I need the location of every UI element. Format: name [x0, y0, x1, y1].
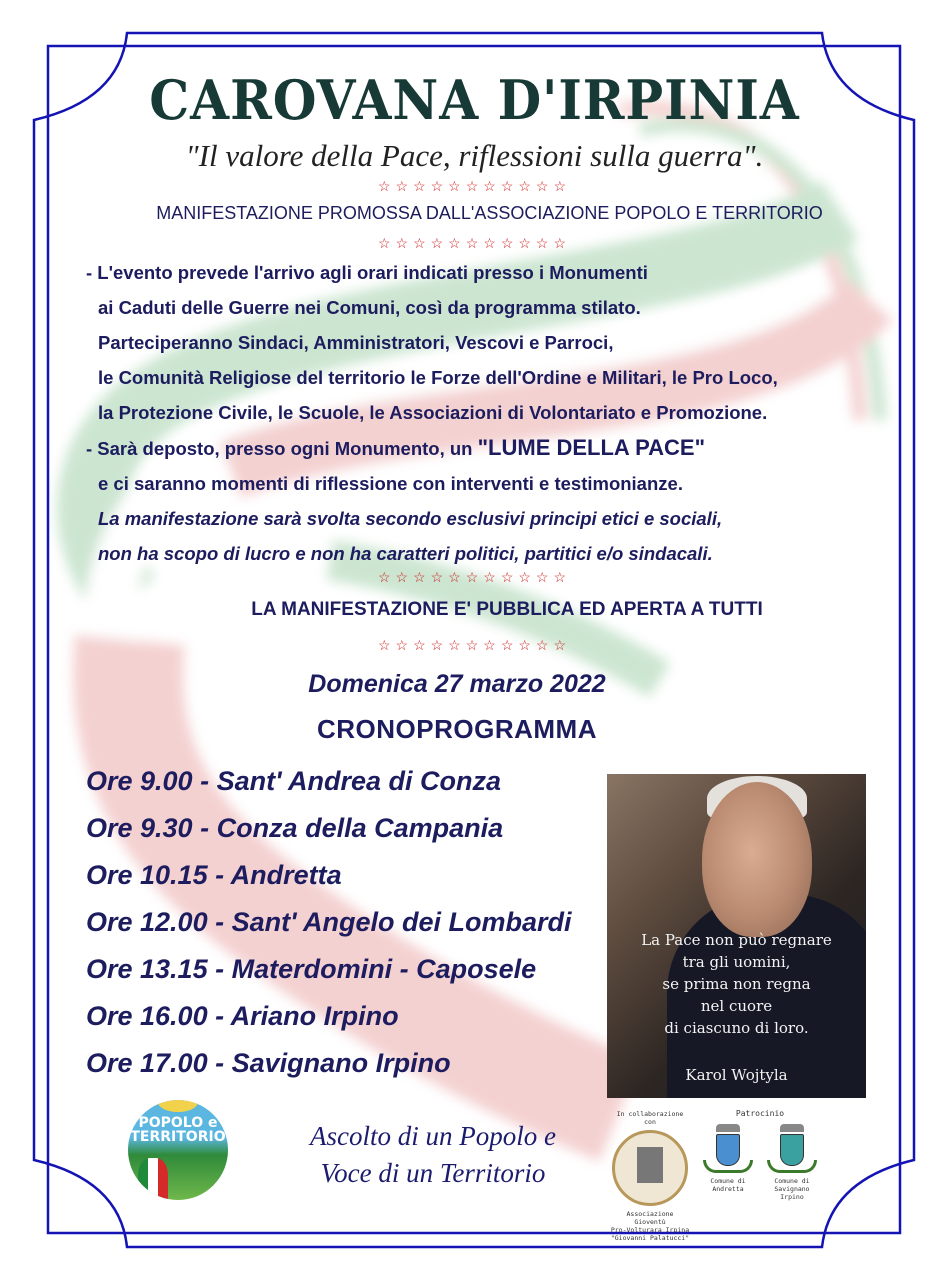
description-italic-line: non ha scopo di lucro e non ha caratteri politici, partitici e/o sindacali.: [98, 543, 713, 564]
crown-icon: [780, 1124, 804, 1132]
italian-flag-icon: [138, 1158, 168, 1200]
description-line: la Protezione Civile, le Scuole, le Associazioni di Volontariato e Promozione.: [98, 402, 768, 423]
peace-quote: [607, 929, 866, 1039]
event-date: Domenica 27 marzo 2022: [308, 670, 606, 698]
collaboration-block: [610, 1110, 690, 1242]
schedule-item: [86, 856, 572, 903]
promoted-by-heading: MANIFESTAZIONE PROMOSSA DALL'ASSOCIAZIONE POPOLO E TERRITORIO: [156, 203, 823, 223]
schedule-place: - Sant' Andrea di Conza: [192, 766, 502, 796]
laurel-wreath-icon: [767, 1160, 817, 1173]
schedule-time: Ore 17.00: [86, 1048, 208, 1078]
crest-andretta: [700, 1124, 756, 1201]
schedule-list: [86, 762, 572, 1091]
star-divider: ☆☆☆☆☆☆☆☆☆☆☆: [377, 178, 572, 194]
description-line: e ci saranno momenti di riflessione con interventi e testimonianze.: [98, 473, 683, 494]
lume-line: [86, 430, 778, 466]
schedule-place: - Sant' Angelo dei Lombardi: [207, 907, 572, 937]
schedule-item: [86, 1044, 572, 1091]
popolo-e-territorio-logo: [128, 1100, 228, 1200]
crest-caption: Comune di: [774, 1177, 810, 1185]
schedule-time: Ore 16.00: [86, 1001, 208, 1031]
poster-title: CAROVANA D'IRPINIA: [149, 68, 800, 132]
portrait-icon: [637, 1147, 663, 1183]
schedule-time: Ore 12.00: [86, 907, 208, 937]
description-line: - L'evento prevede l'arrivo agli orari indicati presso i Monumenti: [86, 262, 648, 283]
collaboration-caption: Associazione Gioventù: [626, 1210, 674, 1226]
schedule-time: Ore 9.00: [86, 766, 193, 796]
logo-text-line2: TERRITORIO: [130, 1129, 226, 1145]
star-divider: ☆☆☆☆☆☆☆☆☆☆☆: [377, 569, 572, 585]
description-italic-line: La manifestazione sarà svolta secondo esclusivi principi etici e sociali,: [98, 508, 723, 529]
schedule-place: - Savignano Irpino: [207, 1048, 451, 1078]
logo-text-line1: POPOLO e: [138, 1115, 218, 1131]
quote-line: se prima non regna: [662, 975, 811, 993]
schedule-item: [86, 903, 572, 950]
schedule-time: Ore 13.15: [86, 954, 208, 984]
portrait-face: [702, 782, 812, 937]
laurel-wreath-icon: [703, 1160, 753, 1173]
quote-line: nel cuore: [700, 997, 773, 1015]
crest-caption: Andretta: [712, 1185, 744, 1193]
schedule-item: [86, 762, 572, 809]
schedule-item: [86, 997, 572, 1044]
program-heading: CRONOPROGRAMMA: [317, 714, 597, 744]
quote-line: tra gli uomini,: [682, 953, 791, 971]
schedule-place: - Ariano Irpino: [207, 1001, 399, 1031]
schedule-place: - Andretta: [207, 860, 342, 890]
crown-icon: [716, 1124, 740, 1132]
crest-caption: Comune di: [710, 1177, 746, 1185]
schedule-item: [86, 809, 572, 856]
motto: [268, 1118, 598, 1192]
schedule-item: [86, 950, 572, 997]
motto-line: Voce di un Territorio: [320, 1158, 546, 1188]
patronage-block: [700, 1110, 820, 1201]
star-divider: ☆☆☆☆☆☆☆☆☆☆☆: [377, 235, 572, 251]
collaboration-caption: Pro-Volturara Irpina: [610, 1226, 690, 1234]
motto-line: Ascolto di un Popolo e: [310, 1121, 556, 1151]
schedule-time: Ore 10.15: [86, 860, 208, 890]
quote-line: La Pace non può regnare: [641, 931, 832, 949]
event-description: [86, 255, 778, 571]
collaboration-label: In collaborazione con: [616, 1110, 684, 1126]
schedule-place: - Conza della Campania: [192, 813, 504, 843]
public-notice: LA MANIFESTAZIONE E' PUBBLICA ED APERTA A TUTTI: [251, 599, 763, 620]
description-line: ai Caduti delle Guerre nei Comuni, così da programma stilato.: [98, 297, 641, 318]
quote-author: Karol Wojtyla: [685, 1066, 788, 1084]
palatucci-seal-icon: [612, 1130, 688, 1206]
sun-icon: [158, 1100, 198, 1112]
collaboration-caption: "Giovanni Palatucci": [610, 1234, 690, 1242]
lume-della-pace: "LUME DELLA PACE": [477, 435, 706, 460]
quote-photo: [607, 774, 866, 1098]
patronage-label: Patrocinio: [735, 1109, 785, 1118]
poster-subtitle: "Il valore della Pace, riflessioni sulla guerra".: [185, 138, 764, 173]
schedule-place: - Materdomini - Caposele: [207, 954, 537, 984]
description-line: le Comunità Religiose del territorio le Forze dell'Ordine e Militari, le Pro Loco,: [98, 367, 778, 388]
star-divider: ☆☆☆☆☆☆☆☆☆☆☆: [377, 637, 572, 653]
lume-prefix: - Sarà deposto, presso ogni Monumento, un: [86, 438, 478, 459]
crest-caption: Savignano Irpino: [774, 1185, 810, 1201]
crest-savignano-irpino: [764, 1124, 820, 1201]
schedule-time: Ore 9.30: [86, 813, 193, 843]
quote-line: di ciascuno di loro.: [664, 1019, 809, 1037]
description-line: Parteciperanno Sindaci, Amministratori, Vescovi e Parroci,: [98, 332, 614, 353]
